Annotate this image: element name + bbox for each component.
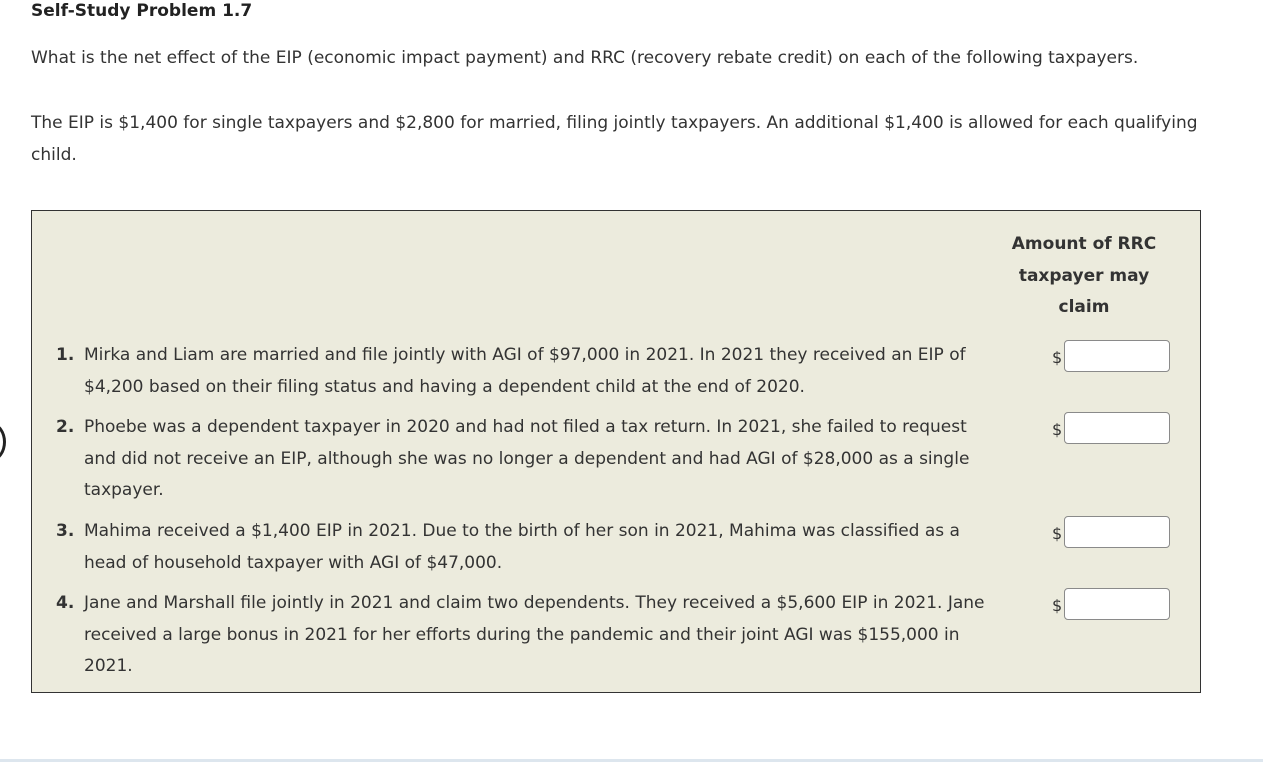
problem-item bbox=[56, 340, 986, 403]
problem-number: 2. bbox=[56, 417, 75, 437]
problem-number: 1. bbox=[56, 345, 75, 365]
problem-number: 3. bbox=[56, 521, 75, 541]
answer-field-2 bbox=[1052, 412, 1172, 446]
intro-text: What is the net effect of the EIP (economic impact payment) and RRC (recovery rebate credit) on each of the following taxpayers. bbox=[31, 48, 1139, 68]
page-title: Self-Study Problem 1.7 bbox=[31, 1, 253, 21]
problem-item bbox=[56, 412, 986, 507]
dollar-sign: $ bbox=[1052, 596, 1063, 615]
problem-text: Mirka and Liam are married and file jointly with AGI of $97,000 in 2021. In 2021 they received an EIP of $4,200 based on their filing status and having a dependent child at the end of 2020. bbox=[84, 345, 966, 397]
problem-item bbox=[56, 516, 986, 579]
rrc-amount-input-3[interactable] bbox=[1064, 516, 1170, 548]
column-header-rrc-amount: Amount of RRC taxpayer may claim bbox=[1011, 234, 1157, 317]
dollar-sign: $ bbox=[1052, 420, 1063, 439]
dollar-sign: $ bbox=[1052, 524, 1063, 543]
rrc-amount-input-1[interactable] bbox=[1064, 340, 1170, 372]
dollar-sign: $ bbox=[1052, 348, 1063, 367]
problem-item bbox=[56, 588, 986, 683]
eip-rates-text: The EIP is $1,400 for single taxpayers and $2,800 for married, filing jointly taxpayers. An additional $1,400 is allowed for each qualifying child. bbox=[31, 113, 1198, 165]
answer-field-1 bbox=[1052, 340, 1172, 374]
rrc-amount-input-2[interactable] bbox=[1064, 412, 1170, 444]
answer-field-3 bbox=[1052, 516, 1172, 550]
side-handle[interactable] bbox=[0, 423, 6, 461]
problem-text: Jane and Marshall file jointly in 2021 and claim two dependents. They received a $5,600 EIP in 2021. Jane received a large bonus in 2021 for her efforts during the pandemic and their joint AGI was $155,000 in 2021. bbox=[84, 593, 985, 676]
problem-text: Mahima received a $1,400 EIP in 2021. Due to the birth of her son in 2021, Mahima was classified as a head of household taxpayer with AGI of $47,000. bbox=[84, 521, 960, 573]
answer-field-4 bbox=[1052, 588, 1172, 622]
problem-table bbox=[31, 210, 1201, 693]
rrc-amount-input-4[interactable] bbox=[1064, 588, 1170, 620]
problem-text: Phoebe was a dependent taxpayer in 2020 and had not filed a tax return. In 2021, she failed to request and did not receive an EIP, although she was no longer a dependent and had AGI of $28,000 as a single taxpayer. bbox=[84, 417, 970, 500]
problem-number: 4. bbox=[56, 593, 75, 613]
